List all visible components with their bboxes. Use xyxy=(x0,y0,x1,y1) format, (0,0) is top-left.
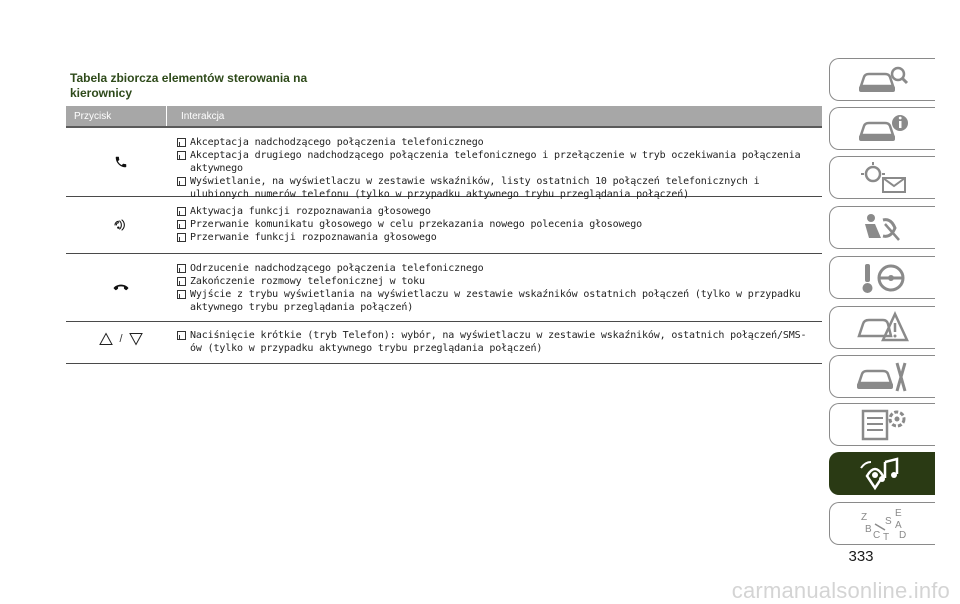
list-item xyxy=(176,275,808,288)
table-row xyxy=(66,128,822,200)
list-item xyxy=(176,329,808,355)
item-text: Przerwanie funkcji rozpoznawania głosowego xyxy=(190,232,437,243)
tab-car-search[interactable] xyxy=(829,58,935,101)
bullet-icon xyxy=(177,151,186,160)
table-row xyxy=(66,322,822,364)
list-item xyxy=(176,218,808,231)
item-text: Naciśnięcie krótkie (tryb Telefon): wybór, na wyświetlaczu w zestawie wskaźników, ostatnich połączeń/SMS-ów (tylko w przypadku aktywnego trybu przeglądania połączeń) xyxy=(190,330,807,354)
list-item xyxy=(176,205,808,218)
button-cell xyxy=(66,197,176,253)
index-letter: D xyxy=(898,529,906,541)
item-text: Aktywacja funkcji rozpoznawania głosowego xyxy=(190,206,431,217)
car-search-icon xyxy=(855,62,911,98)
interaction-cell xyxy=(176,322,822,363)
section-title-line2: kierownicy xyxy=(70,86,133,100)
tab-car-accident[interactable] xyxy=(829,306,935,349)
tab-car-tools[interactable] xyxy=(829,355,935,398)
index-letter: B xyxy=(864,523,872,535)
car-accident-warning-icon xyxy=(855,310,911,346)
specifications-gear-icon xyxy=(855,407,911,443)
car-info-icon xyxy=(855,111,911,147)
index-letter: A xyxy=(894,519,902,531)
watermark: carmanualsonline.info xyxy=(731,578,950,603)
index-letter: E xyxy=(894,507,902,519)
index-letter: Z xyxy=(860,511,867,523)
bullet-icon xyxy=(177,264,186,273)
header-button: Przycisk xyxy=(74,111,112,122)
interaction-cell xyxy=(176,254,822,321)
bullet-icon xyxy=(177,177,186,186)
list-item xyxy=(176,175,808,201)
button-cell xyxy=(66,254,176,321)
separator: / xyxy=(119,332,123,345)
item-text: Zakończenie rozmowy telefonicznej w toku xyxy=(190,276,425,287)
table-row xyxy=(66,254,822,322)
index-letter: T xyxy=(882,531,889,542)
index-letter: S xyxy=(884,515,892,527)
tab-warning-lights[interactable] xyxy=(829,156,935,199)
controls-table xyxy=(66,106,822,364)
item-text: Wyświetlanie, na wyświetlaczu w zestawie wskaźników, listy ostatnich 10 połączeń telefonicznych i ulubionych numerów telefonu (tylko w przypadku aktywnego trybu przeglądania połączeń) xyxy=(190,176,760,200)
list-item xyxy=(176,149,808,175)
interaction-cell xyxy=(176,128,822,200)
item-text: Akceptacja drugiego nadchodzącego połączenia telefonicznego i przełączenie w tryb oczekiwania połączenia aktywnego xyxy=(190,150,801,174)
tab-car-info[interactable] xyxy=(829,107,935,150)
bullet-icon xyxy=(177,331,186,340)
phone-hangup-icon xyxy=(113,283,129,293)
item-text: Przerwanie komunikatu głosowego w celu przekazania nowego polecenia głosowego xyxy=(190,219,643,230)
table-row xyxy=(66,197,822,254)
item-text: Odrzucenie nadchodzącego połączenia telefonicznego xyxy=(190,263,484,274)
list-item xyxy=(176,262,808,275)
item-text: Akceptacja nadchodzącego połączenia telefonicznego xyxy=(190,137,484,148)
car-tools-icon xyxy=(855,359,911,395)
section-title-line1: Tabela zbiorcza elementów sterowania na xyxy=(70,71,308,85)
triangle-up-icon xyxy=(99,332,113,346)
tab-alphabetical-index[interactable] xyxy=(829,502,935,545)
button-cell xyxy=(66,128,176,196)
page-number: 333 xyxy=(848,548,874,565)
tab-multimedia[interactable] xyxy=(829,452,935,495)
bullet-icon xyxy=(177,290,186,299)
triangle-down-icon xyxy=(129,332,143,346)
alphabetical-index-icon xyxy=(855,506,911,542)
button-cell xyxy=(66,322,176,363)
item-text: Wyjście z trybu wyświetlania na wyświetlaczu w zestawie wskaźników ostatnich połączeń (tylko w przypadku aktywnego trybu przeglądania połączeń) xyxy=(190,289,801,313)
bullet-icon xyxy=(177,233,186,242)
section-title xyxy=(70,71,370,101)
up-down-triangle-icons xyxy=(99,332,142,346)
tab-seat-airbag[interactable] xyxy=(829,206,935,249)
multimedia-icon xyxy=(855,456,911,492)
key-steering-wheel-icon xyxy=(855,260,911,296)
bullet-icon xyxy=(177,220,186,229)
list-item xyxy=(176,231,808,244)
voice-recognition-icon xyxy=(113,217,129,233)
seat-airbag-icon xyxy=(855,210,911,246)
phone-answer-icon xyxy=(114,155,128,169)
table-header xyxy=(66,106,822,128)
bullet-icon xyxy=(177,207,186,216)
tab-specifications[interactable] xyxy=(829,403,935,446)
warning-lights-message-icon xyxy=(855,160,911,196)
tab-key-steering[interactable] xyxy=(829,256,935,299)
list-item xyxy=(176,288,808,314)
index-letter: C xyxy=(872,529,880,541)
interaction-cell xyxy=(176,197,822,253)
bullet-icon xyxy=(177,138,186,147)
bullet-icon xyxy=(177,277,186,286)
list-item xyxy=(176,136,808,149)
header-interaction: Interakcja xyxy=(166,106,822,126)
